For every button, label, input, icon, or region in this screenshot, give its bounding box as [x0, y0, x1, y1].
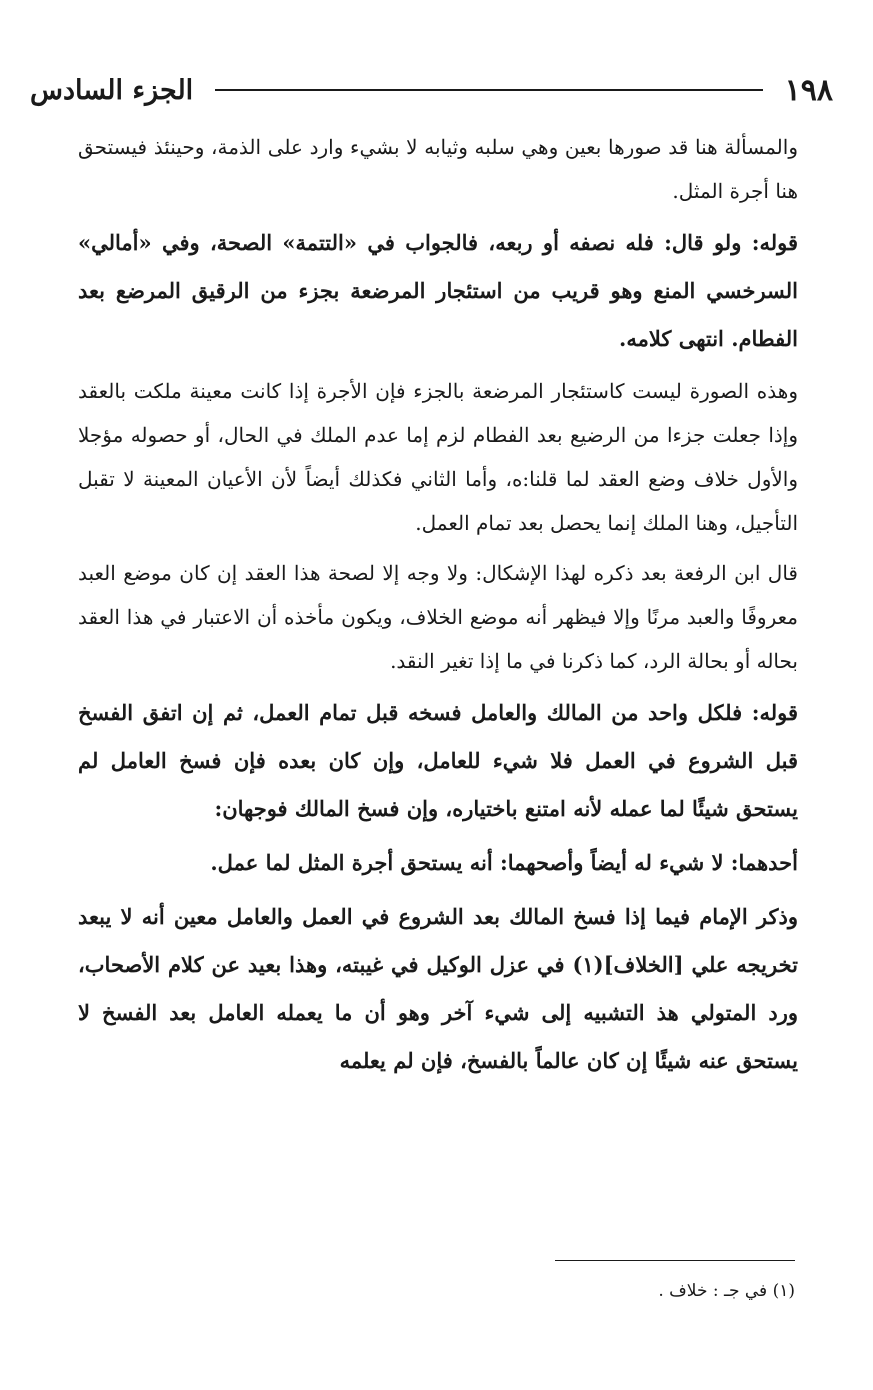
running-head [30, 70, 833, 110]
quoted-paragraph: أحدهما: لا شيء له أيضاً وأصحهما: أنه يستحق أجرة المثل لما عمل. [210, 850, 798, 875]
footnote: (١) في جـ : خلاف . [658, 1281, 795, 1301]
header-rule [215, 89, 762, 91]
paragraph: وهذه الصورة ليست كاستئجار المرضعة بالجزء فإن الأجرة إذا كانت معينة ملكت بالعقد وإذا جعلت جزءا من الرضيع بعد الفطام لزم إما عدم الملك في الحال، أو حصوله مؤجلا والأول خلاف وضع العقد لما قلنا:ه، وأما الثاني فكذلك أيضاً لأن الأعيان المعينة لا تقبل التأجيل، وهنا الملك إنما يحصل بعد تمام العمل. [78, 379, 798, 535]
volume-title: الجزء السادس [30, 74, 194, 106]
quoted-paragraph: قوله: فلكل واحد من المالك والعامل فسخه قبل تمام العمل، ثم إن اتفق الفسخ قبل الشروع في العمل فلا شيء للعامل، وإن كان بعده فإن فسخ العامل لم يستحق شيئًا لما عمله لأنه امتنع باختياره، وإن فسخ المالك فوجهان: [78, 700, 798, 821]
quoted-paragraph: قوله: ولو قال: فله نصفه أو ربعه، فالجواب في «التتمة» الصحة، وفي «أمالي» السرخسي المنع وهو قريب من استئجار المرضعة بجزء من الرقيق المرضع بعد الفطام. انتهى كلامه. [78, 230, 798, 351]
paragraph: والمسألة هنا قد صورها بعين وهي سلبه وثيابه لا بشيء وارد على الذمة، وحينئذ فيستحق هنا أجرة المثل. [78, 135, 798, 203]
paragraph: قال ابن الرفعة بعد ذكره لهذا الإشكال: ولا وجه إلا لصحة هذا العقد إن كان موضع العبد معروفًا والعبد مرنًا وإلا فيظهر أنه موضع الخلاف، ويكون مأخذه أن الاعتبار في هذا العقد بحاله أو بحالة الرد، كما ذكرنا في ما إذا تغير النقد. [78, 561, 798, 673]
quoted-paragraph: وذكر الإمام فيما إذا فسخ المالك بعد الشروع في العمل والعامل معين أنه لا يبعد تخريجه علي [الخلاف](١) في عزل الوكيل في غيبته، وهذا بعيد عن كلام الأصحاب، ورد المتولي هذ التشبيه إلى شيء آخر وهو أن ما يعمله العامل بعد الفسخ لا يستحق عنه شيئًا إن كان عالماً بالفسخ، فإن لم يعلمه [78, 904, 799, 1073]
footnote-rule [555, 1260, 795, 1261]
page-number: ١٩٨ [784, 72, 833, 108]
body-text [78, 125, 798, 1091]
